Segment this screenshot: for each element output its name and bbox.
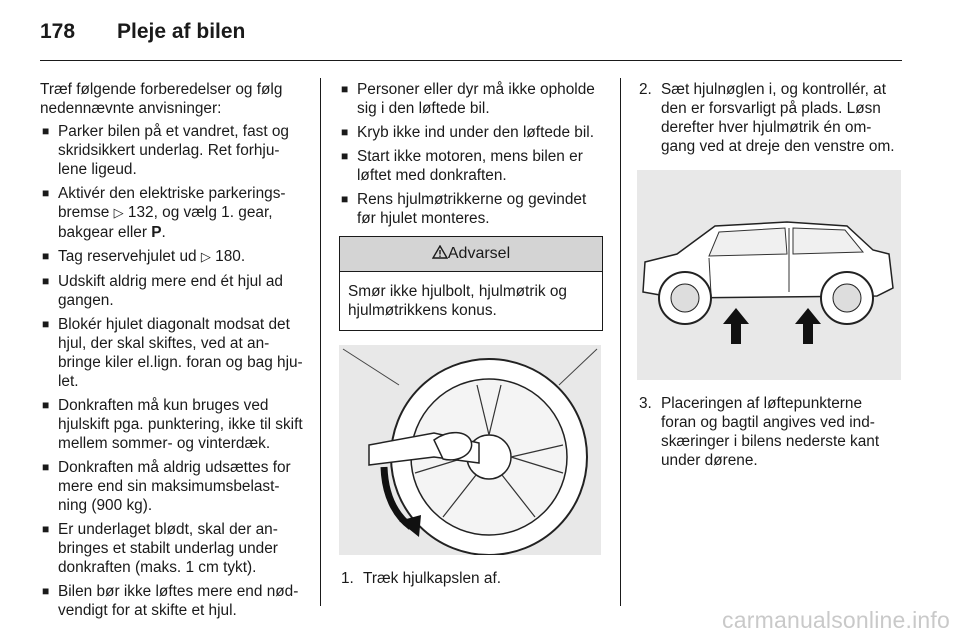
list-item: ■ Kryb ikke ind under den løftede bil. [339, 123, 603, 142]
warning-triangle-icon [432, 245, 448, 259]
list-item: ■ Blokér hjulet diagonalt modsat det hjul, der skal skiftes, ved at an-bringe kiler el.lign. foran og bag hju-let. [40, 315, 304, 391]
car-lift-points-illustration [637, 170, 901, 380]
list-item [339, 569, 603, 588]
step-number: 1. [341, 570, 354, 587]
step-list [339, 569, 603, 588]
list-item: ■ Er underlaget blødt, skal der an-bringes et stabilt underlag under donkraften (maks. 1 cm tykt). [40, 520, 304, 577]
warning-title: Advarsel [447, 245, 511, 262]
step-list [637, 80, 901, 156]
list-item: ■ Bilen bør ikke løftes mere end nød-vendigt for at skifte et hjul. [40, 582, 304, 620]
list-item: ■ Donkraften må kun bruges ved hjulskift pga. punktering, ikke til skift mellem sommer- og vinterdæk. [40, 396, 304, 453]
list-item: ■ Rens hjulmøtrikkerne og gevindet før hjulet monteres. [339, 190, 603, 228]
column-left [40, 80, 304, 625]
column-middle [339, 80, 603, 588]
list-item [637, 394, 901, 470]
column-right [637, 80, 901, 470]
preparation-list [40, 122, 304, 620]
warning-text: Smør ikke hjulbolt, hjulmøtrik og hjulmøtrikkens konus. [348, 283, 567, 319]
list-item: ■ Udskift aldrig mere end ét hjul ad gangen. [40, 272, 304, 310]
step-number: 2. [639, 81, 652, 98]
arrow-ref-icon: ▷ [200, 250, 211, 265]
list-item: ■ Parker bilen på et vandret, fast og skridsikkert underlag. Ret forhju-lene ligeud. [40, 122, 304, 179]
warning-box [339, 236, 603, 331]
list-item: ■ Personer eller dyr må ikke opholde sig i den løftede bil. [339, 80, 603, 118]
gear-letter: P [151, 224, 162, 241]
step-text: Sæt hjulnøglen i, og kontrollér, at den er forsvarligt på plads. Løsn derefter hver hjulmøtrik én om-gang ved at dreje den venstre om. [661, 81, 895, 155]
step-list [637, 394, 901, 470]
list-item-text: Aktivér den elektriske parkerings-bremse [58, 185, 286, 221]
list-item-text: . [161, 224, 166, 241]
safety-list [339, 80, 603, 228]
list-item [40, 247, 304, 267]
page-ref: 132 [127, 204, 154, 221]
warning-header [340, 237, 602, 272]
header-rule [40, 60, 902, 61]
intro-text: Træf følgende forberedelser og følg nedennævnte anvisninger: [40, 81, 283, 117]
wheel-cover-illustration [339, 345, 601, 555]
column-divider [320, 78, 321, 606]
list-item: ■ Donkraften må aldrig udsættes for mere end sin maksimumsbelast-ning (900 kg). [40, 458, 304, 515]
step-text: Træk hjulkapslen af. [363, 570, 502, 587]
step-text: Placeringen af løftepunkterne foran og bagtil angives ved ind-skæringer i bilens nederste kant under dørene. [661, 395, 880, 469]
page-ref: 180 [215, 248, 241, 265]
arrow-ref-icon: ▷ [113, 206, 124, 221]
watermark: carmanualsonline.info [722, 607, 950, 633]
list-item [40, 184, 304, 242]
list-item [637, 80, 901, 156]
column-divider [620, 78, 621, 606]
list-item: ■ Start ikke motoren, mens bilen er løftet med donkraften. [339, 147, 603, 185]
page-number: 178 [40, 20, 76, 43]
list-item-text: , og vælg 1. gear, bakgear eller [58, 204, 273, 241]
list-item-text: . [240, 248, 246, 265]
step-number: 3. [639, 395, 652, 412]
page-title: Pleje af bilen [117, 20, 246, 43]
page-header [40, 14, 920, 54]
list-item-text: Tag reservehjulet ud [58, 248, 201, 265]
